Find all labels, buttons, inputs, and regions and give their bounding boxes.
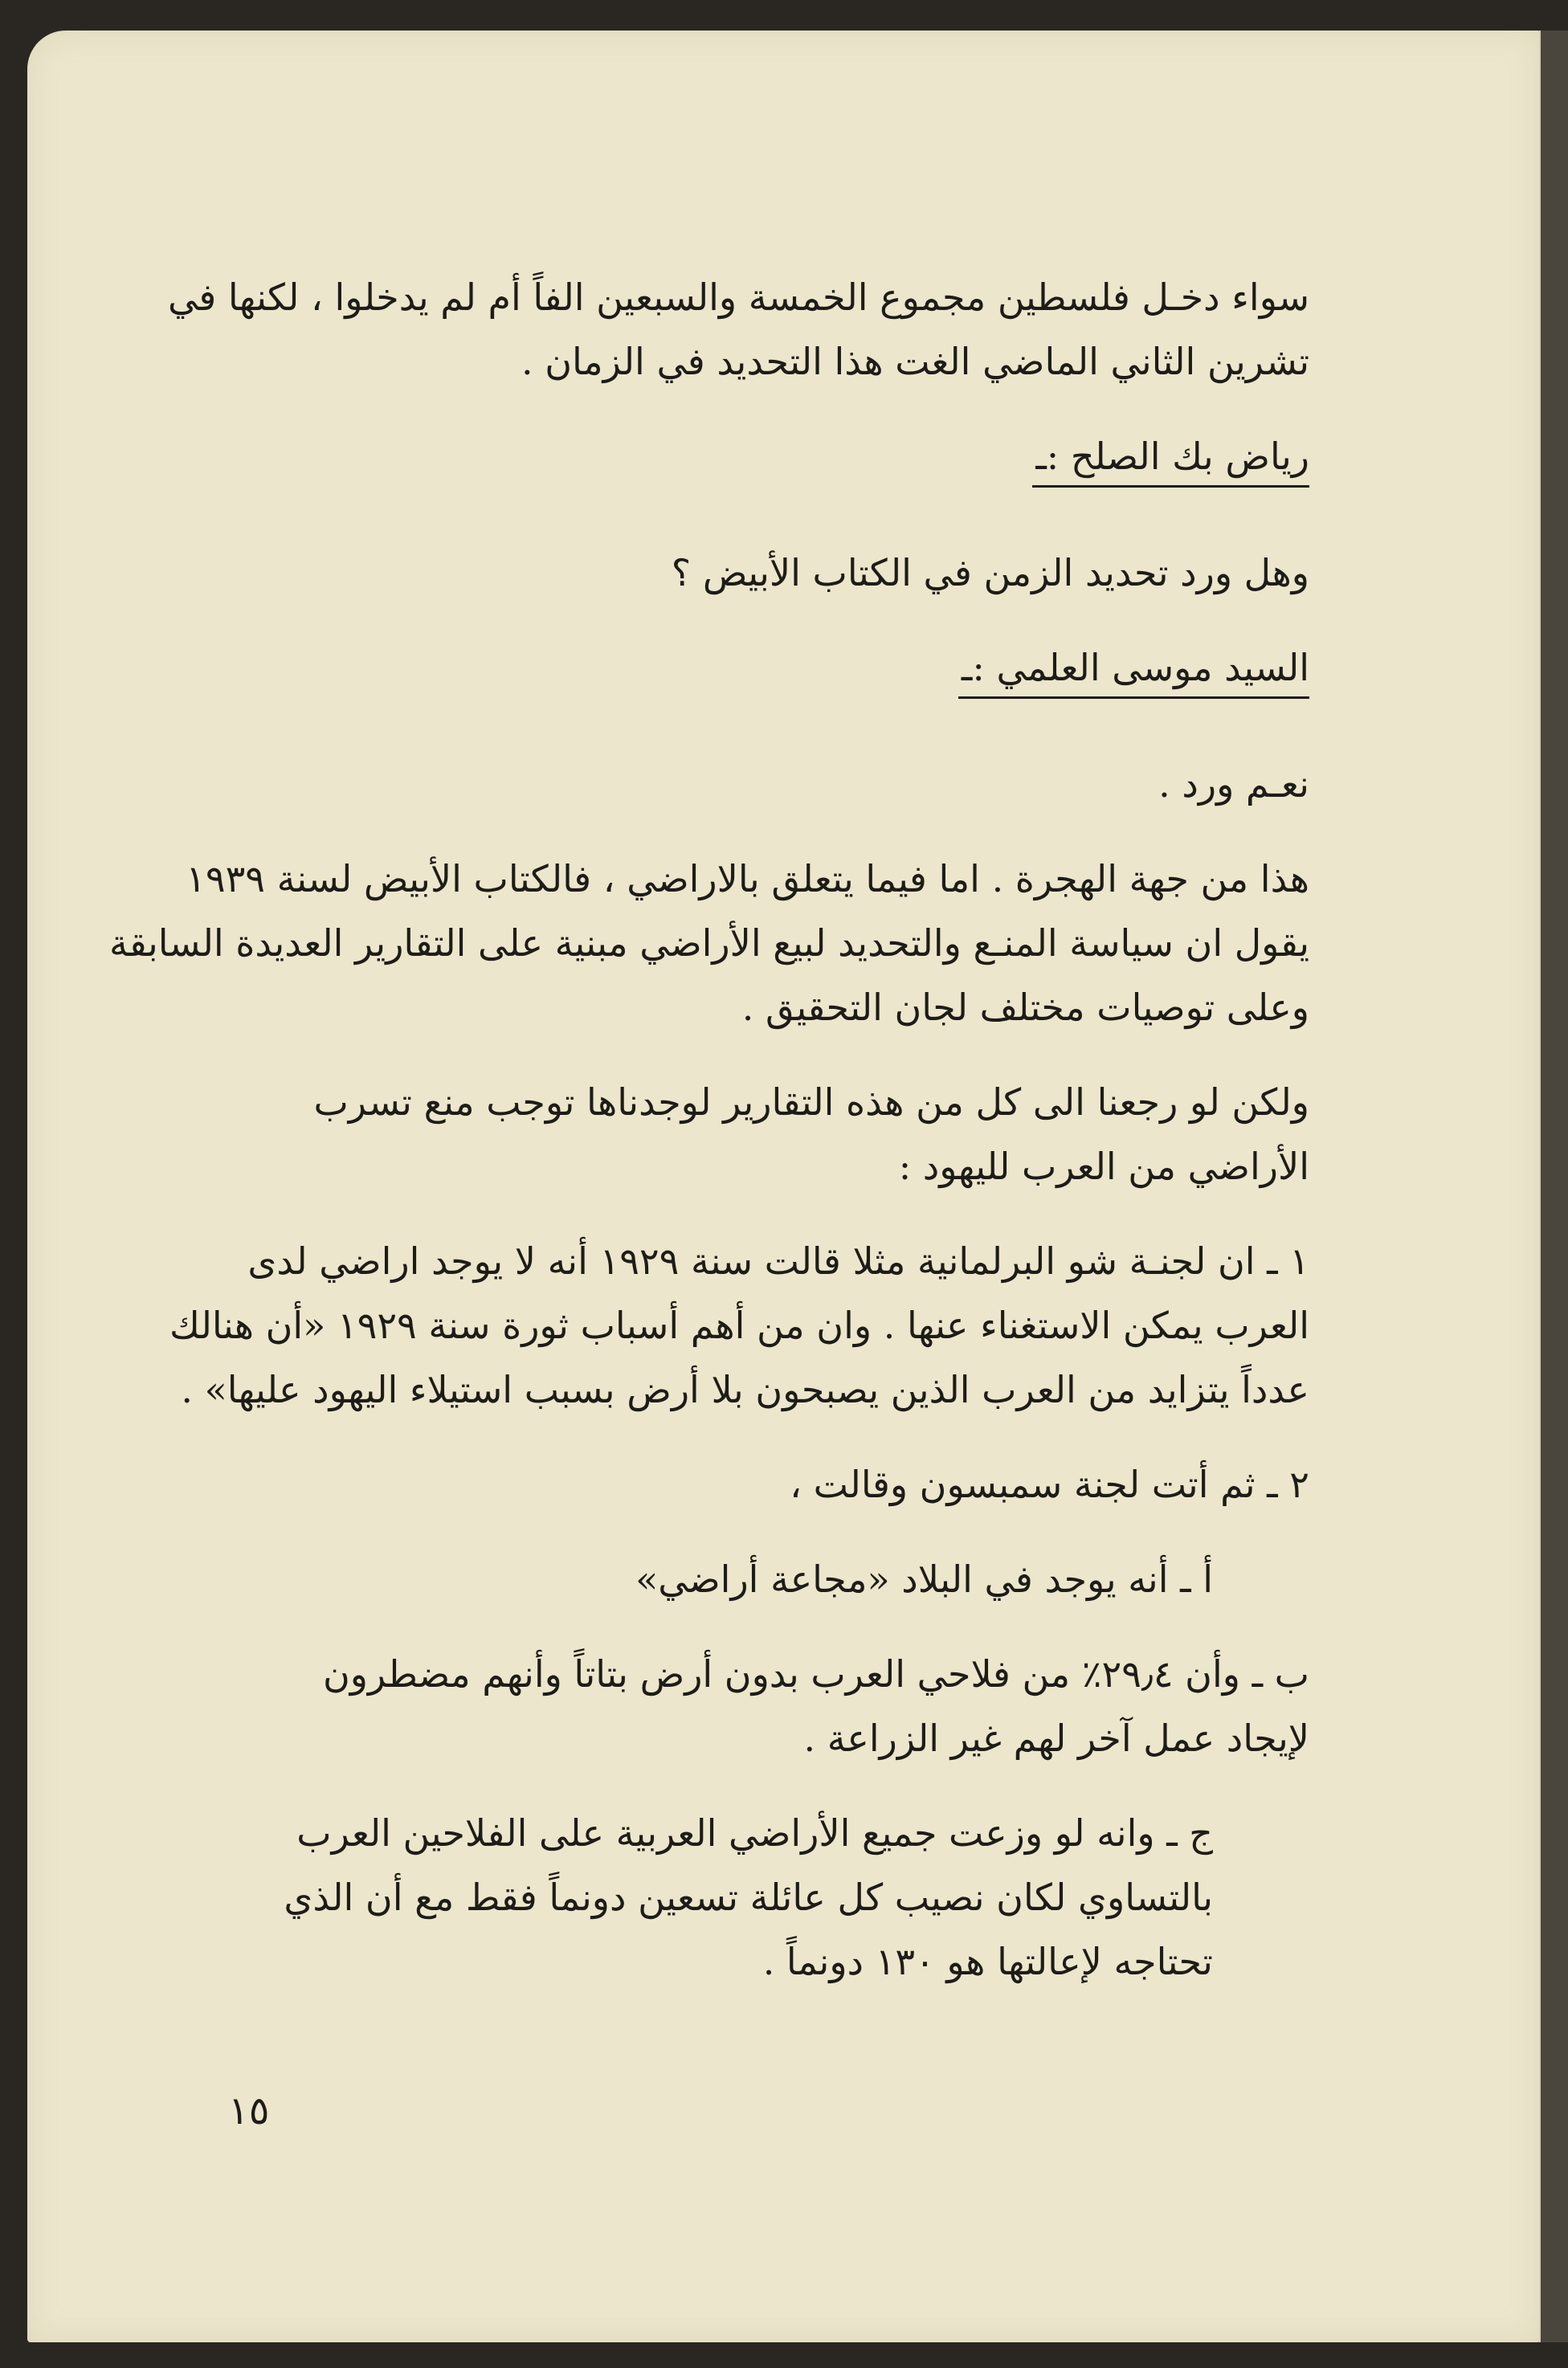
text-line: تحتاجه لإعالتها هو ١٣٠ دونماً . [762, 1940, 1213, 1983]
speaker-heading [229, 424, 1309, 510]
paragraph [167, 265, 1309, 394]
text-line: نعـم ورد . [1158, 762, 1309, 806]
paragraph [109, 847, 1309, 1039]
text-line: العرب يمكن الاستغناء عنها . وان من أهم أسباب ثورة سنة ١٩٢٩ «أن هنالك [169, 1304, 1309, 1347]
paragraph [169, 1229, 1309, 1422]
speaker-heading [229, 635, 1309, 721]
text-line: هذا من جهة الهجرة . اما فيما يتعلق بالاراضي ، فالكتاب الأبيض لسنة ١٩٣٩ [186, 857, 1309, 900]
paragraph [229, 1642, 1309, 1770]
page-edge [1539, 31, 1568, 2342]
text-line: لإيجاد عمل آخر لهم غير الزراعة . [803, 1717, 1309, 1760]
text-line: ولكن لو رجعنا الى كل من هذه التقارير لوجدناها توجب منع تسرب [313, 1080, 1309, 1124]
text-line: عدداً يتزايد من العرب الذين يصبحون بلا أرض بسبب استيلاء اليهود عليها» . [181, 1368, 1309, 1411]
text-line: بالتساوي لكان نصيب كل عائلة تسعين دونماً فقط مع أن الذي [284, 1876, 1213, 1919]
page-number: ١٥ [228, 2088, 270, 2133]
text-line: ٢ ـ ثم أتت لجنة سمبسون وقالت ، [790, 1463, 1309, 1506]
paragraph [229, 1801, 1309, 1994]
text-line: وعلى توصيات مختلف لجان التحقيق . [741, 986, 1309, 1029]
paragraph [229, 1547, 1309, 1611]
text-line: ج ـ وانه لو وزعت جميع الأراضي العربية على الفلاحين العرب [296, 1811, 1213, 1855]
paragraph [229, 1070, 1309, 1198]
speaker-name: رياض بك الصلح :ـ [1032, 427, 1309, 488]
text-line: يقول ان سياسة المنـع والتحديد لبيع الأراضي مبنية على التقارير العديدة السابقة [109, 921, 1309, 965]
text-line: ب ـ وأن ٢٩٫٤٪ من فلاحي العرب بدون أرض بتاتاً وأنهم مضطرون [322, 1652, 1309, 1696]
text-line: أ ـ أنه يوجد في البلاد «مجاعة أراضي» [635, 1558, 1213, 1601]
text-line: وهل ورد تحديد الزمن في الكتاب الأبيض ؟ [671, 551, 1309, 594]
text-line: سواء دخـل فلسطين مجموع الخمسة والسبعين الفاً أم لم يدخلوا ، لكنها في [167, 276, 1309, 319]
speaker-name: السيد موسى العلمي :ـ [958, 639, 1309, 699]
text-line: تشرين الثاني الماضي الغت هذا التحديد في الزمان . [521, 340, 1309, 383]
text-line: الأراضي من العرب لليهود : [898, 1145, 1309, 1188]
paragraph [229, 1452, 1309, 1517]
paragraph [229, 752, 1309, 816]
document-body [109, 265, 1309, 2024]
text-line: ١ ـ ان لجنـة شو البرلمانية مثلا قالت سنة ١٩٢٩ أنه لا يوجد اراضي لدى [247, 1239, 1309, 1283]
paragraph [229, 541, 1309, 605]
